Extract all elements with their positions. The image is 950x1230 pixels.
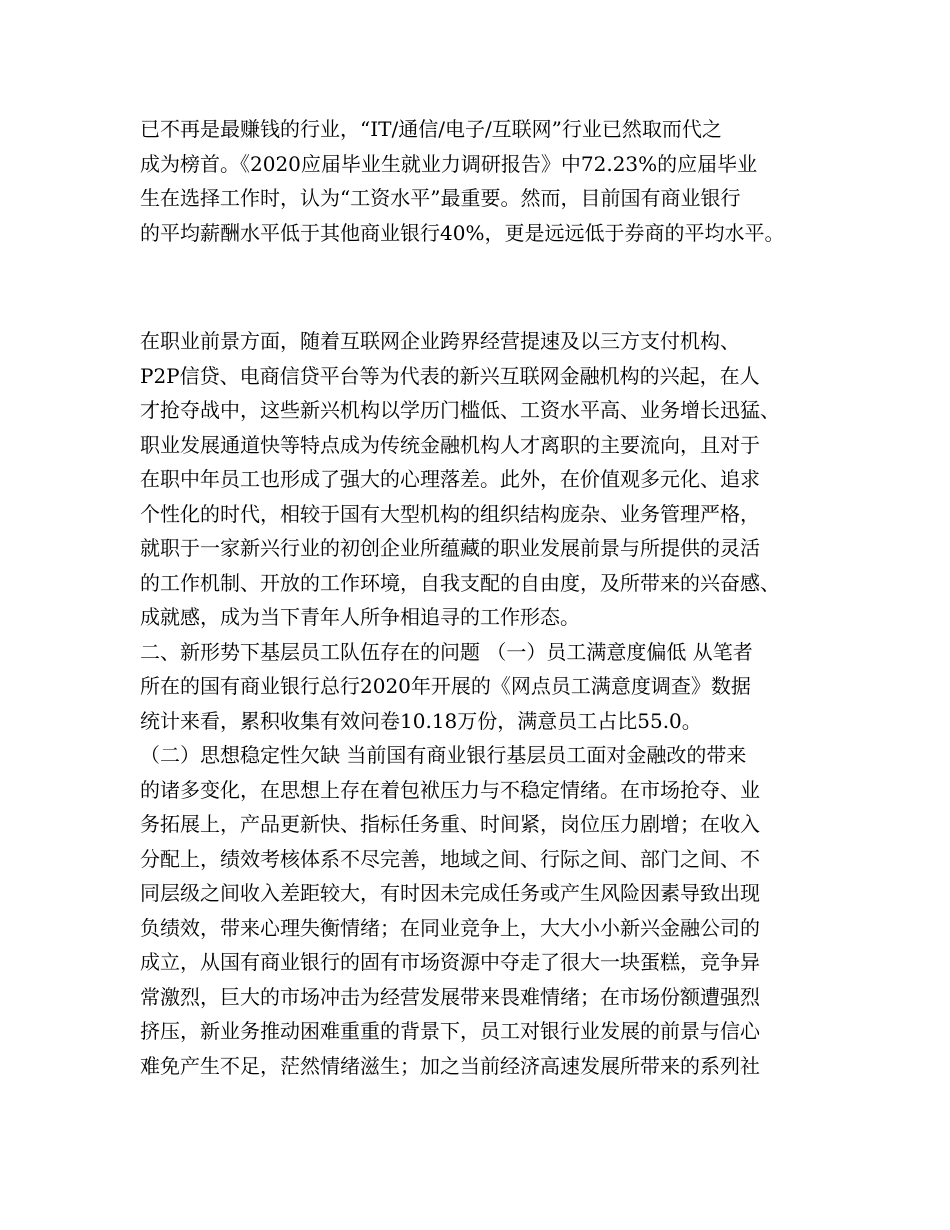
subsection-heading-line: （二）思想稳定性欠缺 当前国有商业银行基层员工面对金融改的带来 <box>140 743 747 767</box>
paragraph-salary <box>140 112 830 250</box>
text-line: 难免产生不足，茫然情绪滋生；加之当前经济高速发展所带来的系列社 <box>140 1053 760 1078</box>
text-line: 常激烈，巨大的市场冲击为经营发展带来畏难情绪；在市场份额遭强烈 <box>140 984 760 1009</box>
text-line: 成为榜首。《2020应届毕业生就业力调研报告》中72.23%的应届毕业 <box>140 151 758 176</box>
text-line: 的平均薪酬水平低于其他商业银行40%，更是远远低于券商的平均水平。 <box>140 220 785 245</box>
text-line: 统计来看，累积收集有效问卷10.18万份，满意员工占比55.0。 <box>140 708 702 733</box>
text-line: 的工作机制、开放的工作环境，自我支配的自由度，及所带来的兴奋感、 <box>140 570 780 595</box>
text-line: 生在选择工作时，认为“工资水平”最重要。然而，目前国有商业银行 <box>140 186 741 210</box>
text-line: 同层级之间收入差距较大，有时因未完成任务或产生风险因素导致出现 <box>140 881 760 905</box>
text-line: 在职业前景方面，随着互联网企业跨界经营提速及以三方支付机构、 <box>140 329 740 353</box>
paragraph-career-prospects <box>140 324 830 1083</box>
text-line: 就职于一家新兴行业的初创企业所蕴藏的职业发展前景与所提供的灵活 <box>140 536 760 560</box>
text-line: 务拓展上，产品更新快、指标任务重、时间紧，岗位压力剧增；在收入 <box>140 812 760 836</box>
text-line: 的诸多变化，在思想上存在着包袱压力与不稳定情绪。在市场抢夺、业 <box>140 777 760 802</box>
text-line: 分配上，绩效考核体系不尽完善，地域之间、行际之间、部门之间、不 <box>140 846 760 871</box>
text-line: 挤压，新业务推动困难重重的背景下，员工对银行业发展的前景与信心 <box>140 1019 760 1043</box>
text-line: 职业发展通道快等特点成为传统金融机构人才离职的主要流向，且对于 <box>140 432 760 457</box>
text-line: 成就感，成为当下青年人所争相追寻的工作形态。 <box>140 605 580 629</box>
text-line: P2P信贷、电商信贷平台等为代表的新兴互联网金融机构的兴起，在人 <box>140 363 760 388</box>
text-line: 负绩效，带来心理失衡情绪；在同业竞争上，大大小小新兴金融公司的 <box>140 915 760 940</box>
text-line: 个性化的时代，相较于国有大型机构的组织结构庞杂、业务管理严格， <box>140 501 760 526</box>
section-heading-line: 二、新形势下基层员工队伍存在的问题 （一）员工满意度偏低 从笔者 <box>140 639 753 664</box>
text-line: 在职中年员工也形成了强大的心理落差。此外，在价值观多元化、追求 <box>140 467 760 491</box>
text-line: 成立，从国有商业银行的固有市场资源中夺走了很大一块蛋糕，竞争异 <box>140 950 760 974</box>
text-line: 已不再是最赚钱的行业，“IT/通信/电子/互联网”行业已然取而代之 <box>140 117 722 141</box>
text-line: 所在的国有商业银行总行2020年开展的《网点员工满意度调查》数据 <box>140 674 751 698</box>
text-line: 才抢夺战中，这些新兴机构以学历门槛低、工资水平高、业务增长迅猛、 <box>140 398 780 422</box>
